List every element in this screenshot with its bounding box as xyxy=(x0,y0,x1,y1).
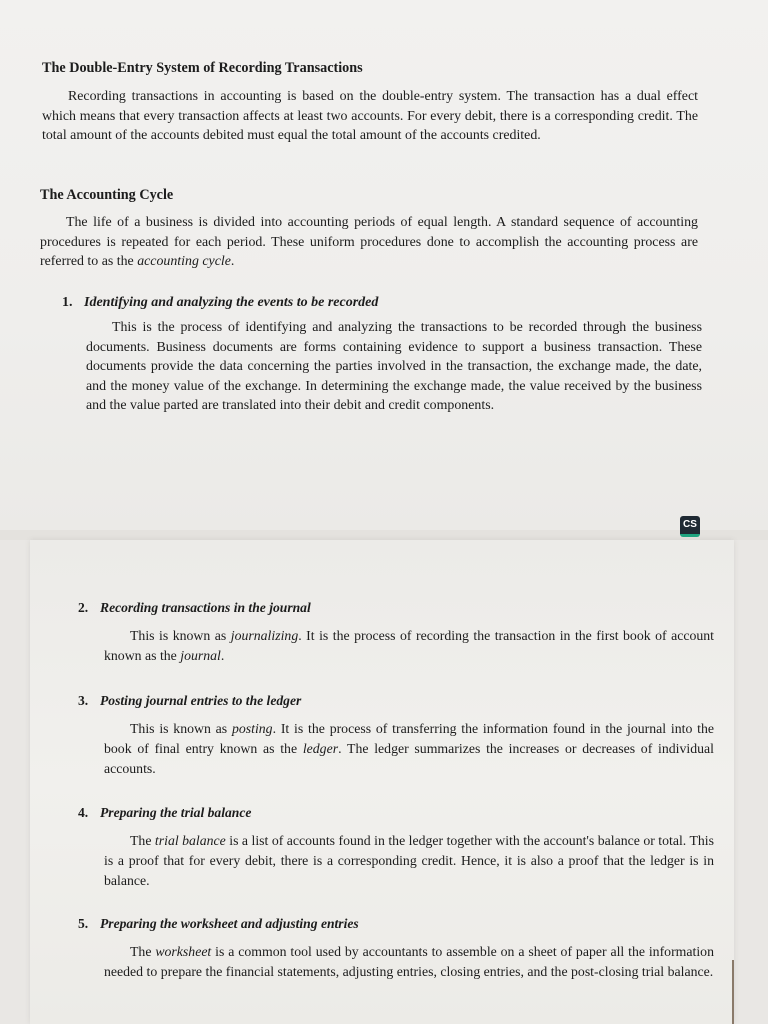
step-title: Identifying and analyzing the events to be recorded xyxy=(84,295,379,310)
page-divider xyxy=(0,530,768,540)
section-heading: The Accounting Cycle xyxy=(40,187,174,203)
term-posting: posting xyxy=(231,721,273,736)
step-body xyxy=(104,831,714,890)
step-3 xyxy=(78,693,714,778)
term-ledger: ledger xyxy=(302,740,339,756)
step-heading xyxy=(78,600,714,616)
step-heading xyxy=(62,295,702,311)
step-body xyxy=(104,719,714,778)
body-text: This is known as xyxy=(130,628,231,643)
step-title: Preparing the trial balance xyxy=(100,805,252,820)
step-4 xyxy=(78,805,714,890)
step-number: 1. xyxy=(62,295,73,310)
step-body: This is the process of identifying and analyzing the transactions to be recorded through the business documents. Business documents are forms containing evidence to support a business transaction. These documents provide the data concerning the parties involved in the transaction, the exchange made, the date, and the money value of the exchange. In determining the exchange made, the value received by the business and the value parted are translated into their debit and credit components. xyxy=(86,320,702,414)
step-number: 5. xyxy=(78,916,89,931)
body-text: . The ledger summarizes the increases or decreases of individual accounts. xyxy=(104,740,714,776)
section-body xyxy=(40,213,698,272)
step-title: Posting journal entries to the ledger xyxy=(100,693,302,708)
term-accounting-cycle: accounting cycle xyxy=(137,254,231,270)
term-worksheet: worksheet xyxy=(155,944,212,959)
body-text: . It is the process of transferring the information found in the journal into the book of final entry known as the xyxy=(104,721,714,756)
step-heading xyxy=(78,693,714,709)
section-body: Recording transactions in accounting is based on the double-entry system. The transaction has a dual effect which means that every transaction affects at least two accounts. For every debit, there is a corresponding credit. The total amount of the accounts debited must equal the total amount of the accounts credited. xyxy=(42,89,698,144)
step-1 xyxy=(62,295,702,416)
body-text: is a list of accounts found in the ledger together with the account's balance or total. This is a proof that for every debit, there is a corresponding credit. Hence, it is also a proof that the ledger is in balance. xyxy=(104,833,714,888)
section-double-entry xyxy=(42,60,698,146)
body-text: The xyxy=(130,944,156,959)
step-title: Recording transactions in the journal xyxy=(100,600,311,615)
section-heading: The Double-Entry System of Recording Transactions xyxy=(42,60,363,76)
step-2 xyxy=(78,600,714,666)
step-5 xyxy=(78,916,714,982)
step-number: 4. xyxy=(78,805,89,820)
step-title: Preparing the worksheet and adjusting entries xyxy=(100,916,359,931)
step-body xyxy=(104,942,714,982)
step-number: 2. xyxy=(78,600,89,615)
term-trial-balance: trial balance xyxy=(154,833,226,848)
camscanner-logo-icon: CS xyxy=(680,516,700,537)
body-text: The xyxy=(130,833,155,848)
term-journal: journal xyxy=(180,647,221,663)
term-journalizing: journalizing xyxy=(230,628,299,643)
step-heading xyxy=(78,805,714,821)
body-text: The life of a business is divided into accounting periods of equal length. A standard sequence of accounting procedures is repeated for each period. These uniform procedures done to accomplish the accounting process are referred to as the xyxy=(40,215,698,270)
step-number: 3. xyxy=(78,693,89,708)
step-heading xyxy=(78,916,714,932)
body-text: . xyxy=(220,647,225,663)
body-text: is a common tool used by accountants to assemble on a sheet of paper all the information needed to prepare the financial statements, adjusting entries, closing entries, and the post-closing trial balance. xyxy=(104,944,714,979)
body-text: . It is the process of recording the transaction in the first book of account known as the xyxy=(104,628,714,663)
body-text: . xyxy=(230,254,235,270)
step-body xyxy=(104,626,714,666)
body-text: This is known as xyxy=(130,721,232,736)
section-accounting-cycle xyxy=(40,187,698,272)
page-edge-line xyxy=(732,960,734,1024)
